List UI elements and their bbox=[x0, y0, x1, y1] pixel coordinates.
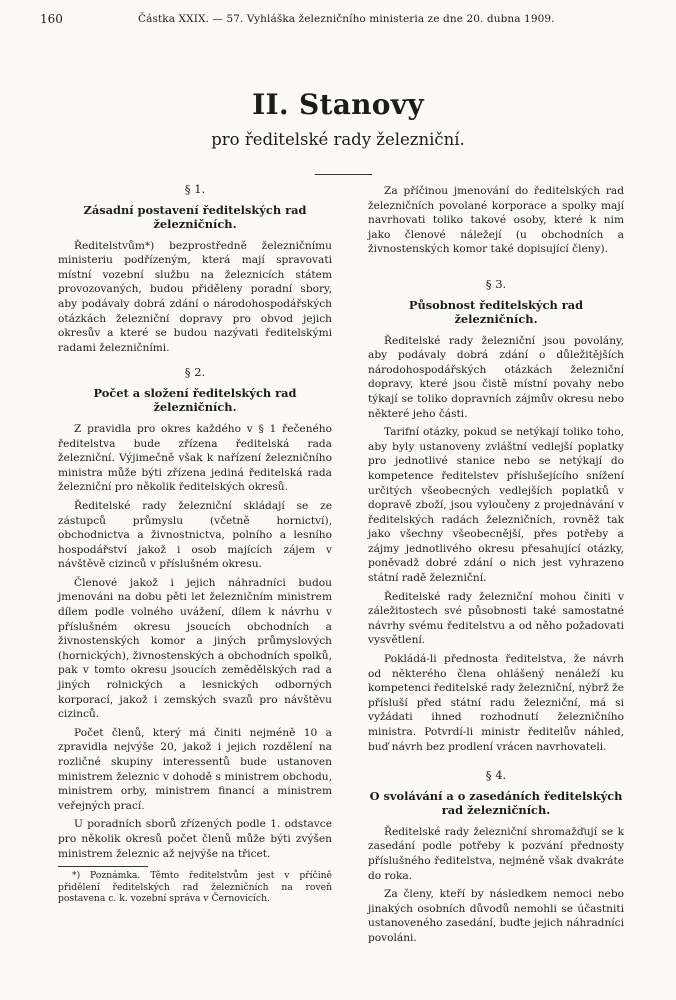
section-3-number: § 3. bbox=[485, 276, 507, 291]
page-number: 160 bbox=[40, 12, 63, 26]
paragraph: Za členy, kteří by následkem nemoci nebo jinakých osobních důvodů nemohli se účastniti ustanoveného zasedání, buďte jejich náhradníci povoláni. bbox=[368, 888, 624, 944]
running-title: Částka XXIX. — 57. Vyhláška železničního ministeria ze dne 20. dubna 1909. bbox=[138, 13, 555, 25]
footnote-text: *) Poznámka. Těmto ředitelstvům jest v příčině přidělení ředitelských rad železničních na roveň postavena c. k. vozební správa v Černovicích. bbox=[58, 870, 332, 905]
paragraph: Ředitelské rady železniční skládají se ze zástupců průmyslu (včetně hornictví), obchodnictva a živnostnictva, polního a lesního hospodářství jakož i osob majících zájem v návštěvě cizinců v příslušném okresu. bbox=[58, 499, 332, 571]
section-4-heading: O svolávání a o zasedáních ředitelských rad železničních. bbox=[369, 788, 623, 817]
section-3-heading: Působnost ředitelských rad železničních. bbox=[408, 297, 584, 326]
paragraph: U poradních sborů zřízených podle 1. odstavce pro několik okresů počet členů může býti zvýšen ministrem železnic až nejvýše na třicet. bbox=[58, 818, 332, 860]
section-4-number: § 4. bbox=[485, 768, 507, 783]
section-1-number: § 1. bbox=[184, 182, 206, 196]
paragraph: Z pravidla pro okres každého v § 1 řečeného ředitelstva bude zřízena ředitelská rada železniční. Výjimečně však k nařízení železničního ministra může býti zřízena jediná ředitelská rada železniční pro několik ředitelských okresů. bbox=[58, 422, 332, 494]
section-1-heading: Zásadní postavení ředitelských rad železničních. bbox=[83, 202, 307, 231]
running-header bbox=[40, 12, 636, 32]
document-title: II. Stanovy bbox=[252, 88, 424, 121]
left-column bbox=[58, 182, 332, 865]
paragraph: Počet členů, který má činiti nejméně 10 a zpravidla nejvýše 20, jakož i jejich rozdělení na rozličné skupiny interessentů bude ustanoven ministrem železnic v dohodě s ministrem obchodu, ministrem orby, ministrem financí a ministrem veřejných prací. bbox=[58, 726, 332, 812]
paragraph: Za příčinou jmenování do ředitelských rad železničních povolané korporace a spolky mají navrhovati toliko takové osoby, které k nim jako členové náležejí (u obchodních a živnostenských komor také dopisující členy). bbox=[368, 185, 624, 256]
footnote bbox=[58, 870, 332, 905]
paragraph: Ředitelské rady železniční mohou činiti v záležitostech své působnosti také samostatné návrhy svému ředitelstvu a od něho požadovati vysvětlení. bbox=[368, 590, 624, 647]
paragraph: Ředitelstvům*) bezprostředně železničnímu ministeriu podřízeným, která mají spravovati místní vozební službu na železnicích státem provozovaných, budou přiděleny poradní sbory, aby podávaly dobrá zdání o národohospodářských otázkách železniční dopravy pro obvod jejich okresův a které se budou nazývati ředitelskými radami železničními. bbox=[58, 239, 332, 354]
section-2-heading: Počet a složení ředitelských rad železničních. bbox=[93, 385, 297, 414]
footnote-divider bbox=[58, 866, 148, 867]
paragraph: Ředitelské rady železniční jsou povolány, aby podávaly dobrá zdání o důležitějších národohospodářských otázkách železniční dopravy, které jsou čistě místní povahy nebo týkají se toliko dopravních zájmův okresu nebo některé jeho části. bbox=[368, 334, 624, 420]
paragraph: Členové jakož i jejich náhradníci budou jmenováni na dobu pěti let železničním ministrem dílem podle volného uvážení, dílem k návrhu v příslušném okresu jsoucích obchodních a živnostenských komor a jiných průmyslových (hornických), živnostenských a obchodních spolků, pak v tomto okresu jsoucích zemědělských rad a jiných rolnických a lesnických odborných korporací, jakož i zemských svazů pro návštěvu cizinců. bbox=[58, 576, 332, 721]
paragraph: Pokládá-li přednosta ředitelstva, že návrh od některého člena ohlášený nenáleží ku kompetenci ředitelské rady železniční, nýbrž že přísluší před státní radu železniční, má si vyžádati ihned rozhodnutí železničního ministra. Potvrdí-li ministr ředitelův náhled, buď návrh bez prodlení vrácen navrhovateli. bbox=[368, 653, 624, 753]
paragraph: Tarifní otázky, pokud se netýkají toliko toho, aby byly ustanoveny zvláštní vedlejší poplatky pro jednotlivé stanice nebo se netýkají do kompetence ředitelstev příslušejícího snížení určitých všeobecných vedlejších poplatků v dopravě zboží, jsou vyloučeny z projednávání v ředitelských radách železničních, rovněž tak jako všechny všeobecnější, přes potřeby a zájmy jednotlivého okresu přesahující otázky, poněvadž dobré zdání o nich jest vyhrazeno státní radě železniční. bbox=[368, 426, 624, 585]
document-subtitle: pro ředitelské rady železniční. bbox=[211, 130, 465, 149]
paragraph: Ředitelské rady železniční shromažďují se k zasedání podle potřeby k pozvání přednosty příslušného ředitelstva, nejméně však dvakráte do roka. bbox=[368, 825, 624, 882]
section-2-number: § 2. bbox=[184, 365, 206, 380]
title-divider bbox=[315, 174, 372, 175]
right-column bbox=[368, 184, 624, 950]
